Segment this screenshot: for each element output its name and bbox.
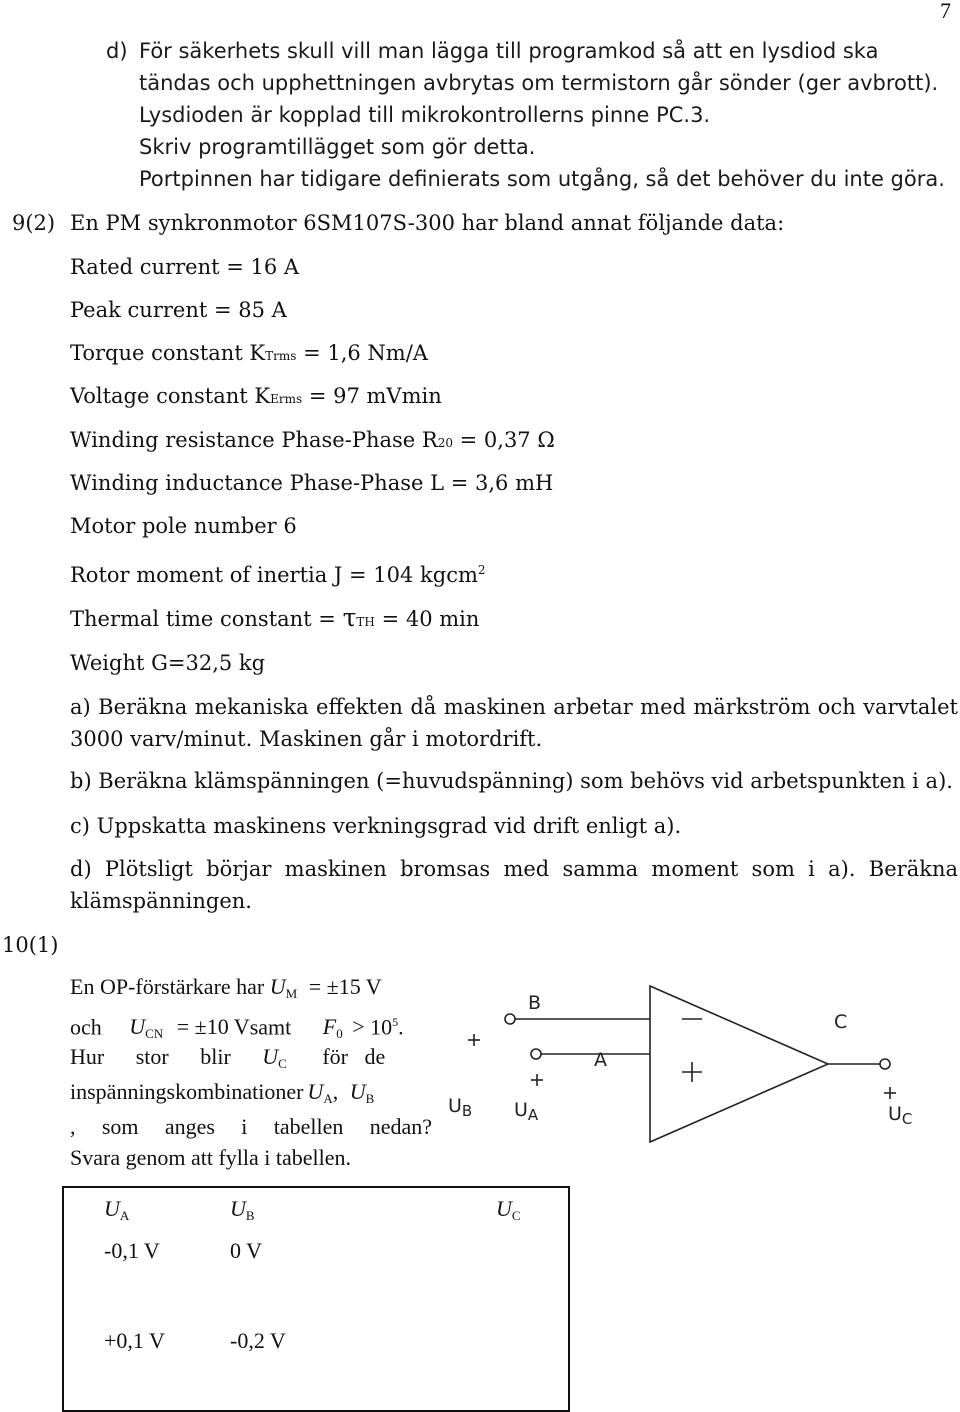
q9-part-c: c) Uppskatta maskinens verkningsgrad vid drift enligt a). xyxy=(70,814,682,838)
winding-resistance: Winding resistance Phase-Phase R20 = 0,37 Ω xyxy=(70,428,555,452)
q10-line-5: , som anges i tabellen nedan? xyxy=(70,1114,432,1139)
rated-current: Rated current = 16 A xyxy=(70,255,300,279)
q10-line-1: En OP-förstärkare har $U_M = \pm 15$ V xyxy=(70,974,382,1001)
cell-ua: +0,1 V xyxy=(104,1327,165,1353)
question-d-line-1: För säkerhets skull vill man lägga till programkod så att en lysdiod ska xyxy=(139,39,879,63)
q9-number: 9(2) xyxy=(12,211,56,235)
table-header-row xyxy=(63,1187,569,1231)
voltage-table xyxy=(62,1186,570,1412)
q10-line-2: och $U_{CN} = \pm 10$ Vsamt $F_0 > 10^5$. xyxy=(70,1014,404,1042)
question-d-line-2: tändas och upphettningen avbrytas om termistorn går sönder (ger avbrott). xyxy=(139,71,939,95)
question-d-line-3: Lysdioden är kopplad till mikrokontrollerns pinne PC.3. xyxy=(139,103,711,127)
voltage-constant: Voltage constant KErms = 97 mVmin xyxy=(70,384,442,408)
circuit-uc: $U_C$ xyxy=(888,1103,913,1128)
q10-number: 10(1) xyxy=(2,933,59,957)
cell-uc-answer[interactable] xyxy=(400,1271,569,1411)
question-d-line-4: Skriv programtillägget som gör detta. xyxy=(139,135,536,159)
peak-current: Peak current = 85 A xyxy=(70,298,287,322)
header-ua: $U_A$ xyxy=(104,1195,130,1223)
thermal-time-constant: Thermal time constant = τTH = 40 min xyxy=(70,603,480,632)
header-ub: $U_B$ xyxy=(230,1195,255,1223)
question-d-line-5: Portpinnen har tidigare definierats som utgång, så det behöver du inte göra. xyxy=(139,167,945,191)
terminal-b xyxy=(505,1014,515,1024)
q9-part-a: a) Beräkna mekaniska effekten då maskinen arbetar med märkström och varvtalet 3000 varv/minut. Maskinen går i motordrift. xyxy=(70,695,958,751)
circuit-label-b: B xyxy=(528,992,542,1014)
opamp-circuit xyxy=(448,964,940,1186)
cell-ua: -0,1 V xyxy=(104,1238,160,1263)
q10-line-3: Hur stor blir $U_C$ för de xyxy=(70,1044,386,1071)
circuit-ua: $U_A$ xyxy=(514,1099,539,1124)
circuit-label-a: A xyxy=(594,1049,607,1071)
circuit-label-c: C xyxy=(834,1011,848,1033)
circuit-ub: $U_B$ xyxy=(448,1095,473,1120)
cell-uc-answer[interactable] xyxy=(400,1231,569,1271)
table-row xyxy=(63,1231,569,1271)
q9-part-d: d) Plötsligt börjar maskinen bromsas med samma moment som i a). Beräkna klämspänningen. xyxy=(70,857,958,913)
q10-line-4: inspänningskombinationer $U_A$, $U_B$ xyxy=(70,1079,375,1106)
question-d-label: d) xyxy=(106,39,128,63)
q9-intro: En PM synkronmotor 6SM107S-300 har bland annat följande data: xyxy=(70,211,785,235)
opamp-triangle xyxy=(650,986,828,1142)
cell-ub: -0,2 V xyxy=(230,1327,286,1353)
cell-ub: 0 V xyxy=(230,1238,262,1263)
q10-line-6: Svara genom att fylla i tabellen. xyxy=(70,1145,352,1170)
rotor-inertia: Rotor moment of inertia J = 104 kgcm$^2$ xyxy=(70,563,486,587)
header-uc: $U_C$ xyxy=(496,1195,521,1223)
weight: Weight G=32,5 kg xyxy=(70,651,266,675)
terminal-c xyxy=(880,1059,890,1069)
torque-constant: Torque constant KTrms = 1,6 Nm/A xyxy=(70,341,428,365)
q9-part-b: b) Beräkna klämspänningen (=huvudspänning) som behövs vid arbetspunkten i a). xyxy=(70,769,953,793)
motor-pole-number: Motor pole number 6 xyxy=(70,514,297,538)
page-number: 7 xyxy=(940,0,951,23)
winding-inductance: Winding inductance Phase-Phase L = 3,6 mH xyxy=(70,471,554,495)
terminal-a xyxy=(531,1049,541,1059)
table-row xyxy=(63,1271,569,1411)
